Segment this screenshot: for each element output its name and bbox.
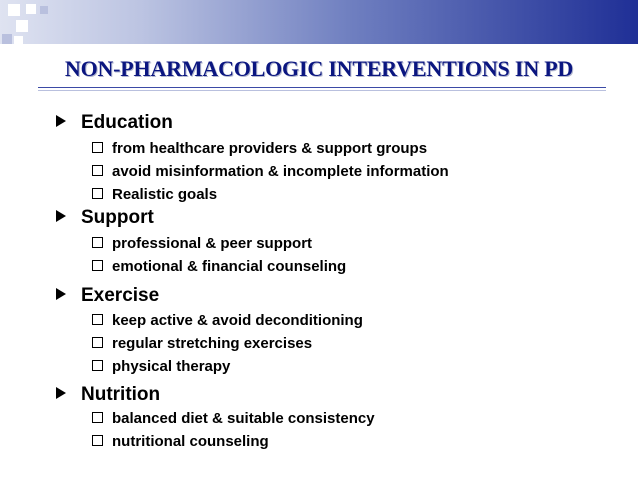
triangle-bullet-icon — [56, 210, 66, 222]
bullet-heading: Education — [81, 112, 173, 133]
triangle-bullet-icon — [56, 115, 66, 127]
square-bullet-icon — [92, 314, 103, 325]
sub-bullet — [92, 312, 363, 329]
bullet-nutrition — [56, 384, 160, 406]
sub-bullet-text: from healthcare providers & support groups — [112, 140, 428, 157]
sub-bullet — [92, 358, 230, 375]
square-bullet-icon — [92, 360, 103, 371]
square-bullet-icon — [92, 142, 103, 153]
sub-bullet — [92, 235, 312, 252]
sub-bullet — [92, 258, 346, 275]
sub-bullet-text: nutritional counseling — [112, 433, 269, 450]
sub-bullet-text: keep active & avoid deconditioning — [112, 312, 363, 329]
sub-bullet — [92, 186, 217, 203]
sub-bullet-text: avoid misinformation & incomplete information — [112, 163, 449, 180]
sub-bullet — [92, 335, 312, 352]
square-bullet-icon — [92, 412, 103, 423]
sub-bullet-text: regular stretching exercises — [112, 335, 313, 352]
square-bullet-icon — [92, 165, 103, 176]
sub-bullet — [92, 410, 375, 427]
sub-bullet-text: balanced diet & suitable consistency — [112, 410, 375, 427]
bullet-education — [56, 112, 173, 134]
triangle-bullet-icon — [56, 387, 66, 399]
bullet-heading: Nutrition — [81, 384, 161, 405]
square-bullet-icon — [92, 435, 103, 446]
square-bullet-icon — [92, 260, 103, 271]
square-bullet-icon — [92, 237, 103, 248]
sub-bullet — [92, 163, 449, 180]
bullet-heading: Exercise — [81, 285, 160, 306]
triangle-bullet-icon — [56, 288, 66, 300]
sub-bullet-text: physical therapy — [112, 358, 231, 375]
bullet-support — [56, 207, 154, 229]
sub-bullet — [92, 433, 269, 450]
sub-bullet-text: professional & peer support — [112, 235, 313, 252]
square-bullet-icon — [92, 337, 103, 348]
bullet-heading: Support — [81, 207, 154, 228]
sub-bullet-text: Realistic goals — [112, 186, 218, 203]
square-bullet-icon — [92, 188, 103, 199]
sub-bullet — [92, 140, 427, 157]
bullet-exercise — [56, 285, 159, 307]
slide-title: NON-PHARMACOLOGIC INTERVENTIONS IN PD — [64, 56, 574, 81]
sub-bullet-text: emotional & financial counseling — [112, 258, 347, 275]
